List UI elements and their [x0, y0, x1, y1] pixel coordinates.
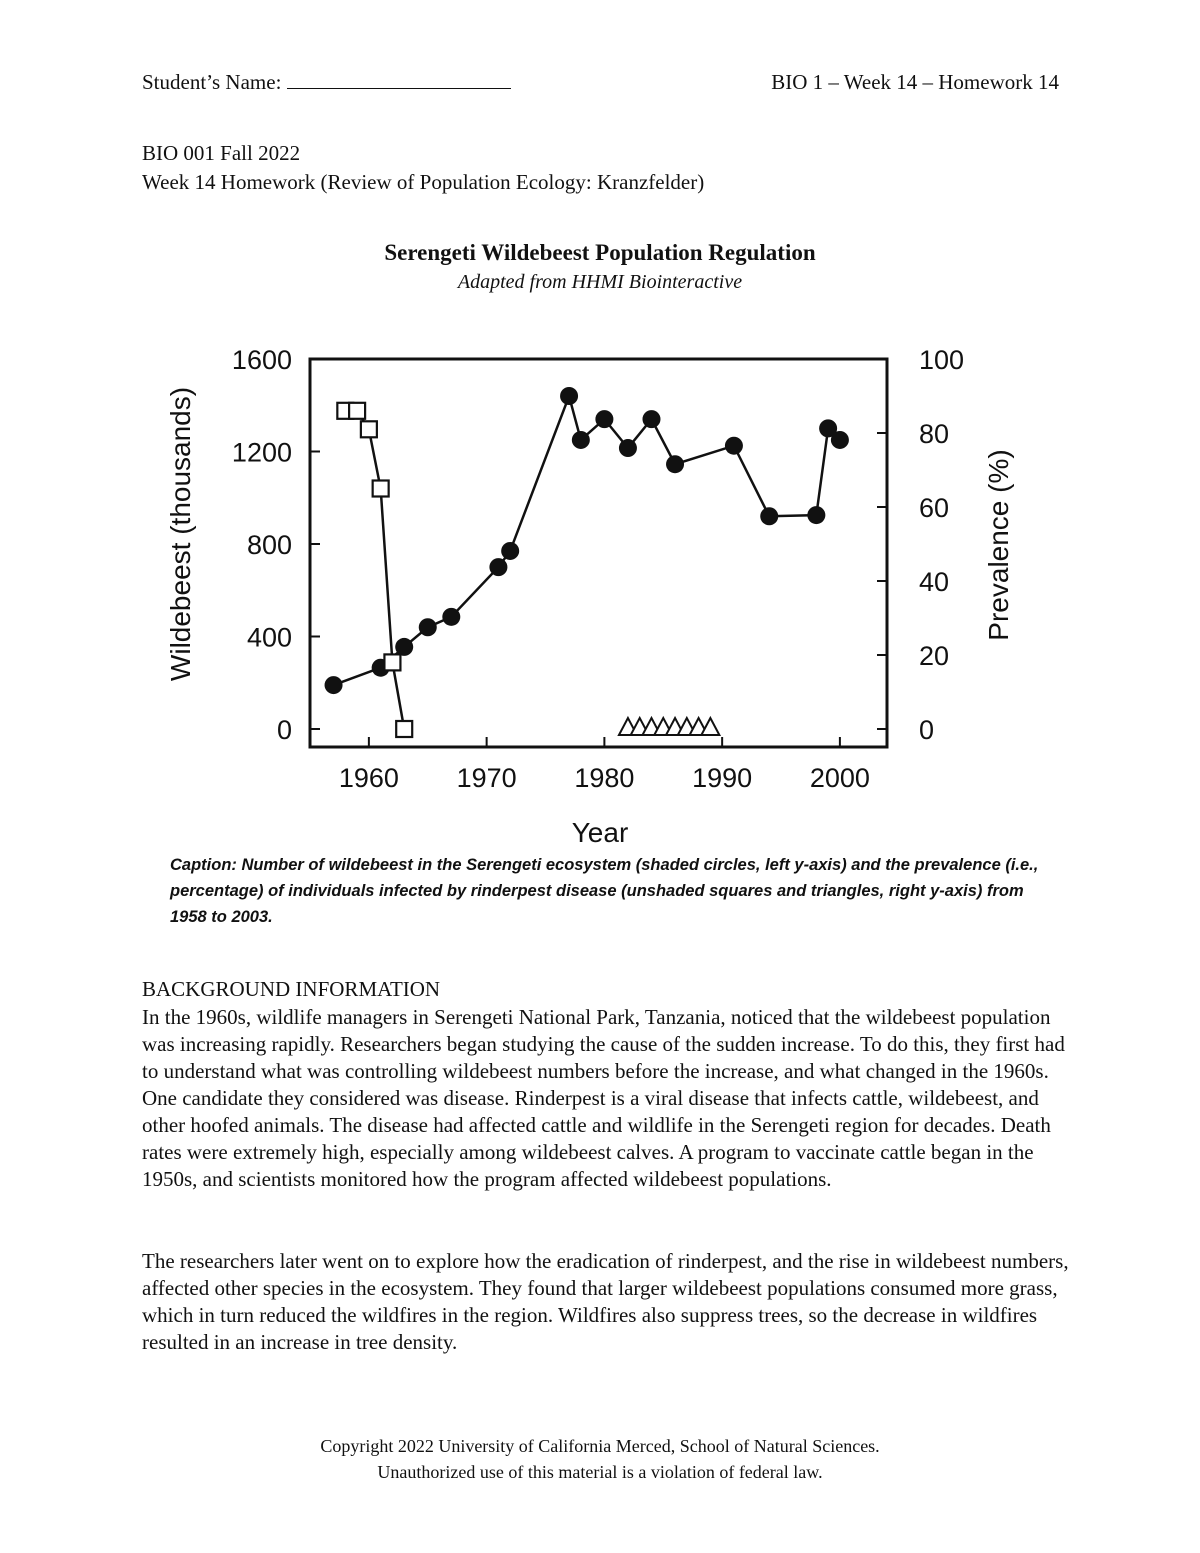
wildebeest-point: [489, 558, 507, 576]
footer: [0, 1433, 1200, 1485]
prevalence-square-point: [373, 481, 389, 497]
x-axis-label: Year: [571, 817, 629, 848]
background-paragraph-1: In the 1960s, wildlife managers in Serengeti National Park, Tanzania, noticed that the wildebeest population was increasing rapidly. Researchers began studying the cause of the sudden increase. To do this, they first had to understand what was controlling wildebeest numbers before the increase, and what changed in the 1960s. One candidate they considered was disease. Rinderpest is a viral disease that infects cattle, wildebeest, and other hoofed animals. The disease had affected cattle and wildlife in the Serengeti region for decades. Death rates were extremely high, especially among wildebeest calves. A program to vaccinate cattle began in the 1950s, and scientists monitored how the program affected wildebeest populations.: [142, 1005, 1065, 1191]
y-tick-label: 1600: [231, 345, 292, 375]
wildebeest-point: [666, 455, 684, 473]
figure-subtitle: Adapted from HHMI Biointeractive: [457, 271, 743, 293]
wildebeest-point: [725, 437, 743, 455]
y-tick-label: 0: [276, 715, 292, 745]
y2-axis-label: Prevalence (%): [983, 449, 1014, 641]
figure-title: Serengeti Wildebeest Population Regulation: [384, 240, 816, 265]
prevalence-square-point: [384, 654, 400, 670]
wildebeest-point: [395, 638, 413, 656]
wildebeest-point: [560, 387, 578, 405]
y-tick-label: 800: [246, 530, 292, 560]
course-header: BIO 1 – Week 14 – Homework 14: [771, 70, 1059, 94]
x-tick-label: 1980: [574, 763, 635, 793]
wildebeest-point: [501, 542, 519, 560]
copyright-text: Copyright 2022 University of California Merced, School of Natural Sciences.: [320, 1436, 880, 1456]
wildebeest-point: [619, 439, 637, 457]
y2-tick-label: 0: [919, 715, 935, 745]
wildebeest-point: [642, 410, 660, 428]
wildebeest-point: [419, 618, 437, 636]
wildebeest-point: [831, 431, 849, 449]
wildebeest-point: [595, 410, 613, 428]
wildebeest-point: [442, 608, 460, 626]
wildebeest-point: [325, 676, 343, 694]
x-tick-label: 1970: [456, 763, 517, 793]
prevalence-square-point: [396, 721, 412, 737]
prevalence-square-point: [349, 403, 365, 419]
wildebeest-point: [760, 507, 778, 525]
wildebeest-chart: [150, 330, 1070, 855]
student-name-label: Student’s Name:: [142, 70, 282, 94]
y-tick-label: 1200: [231, 437, 292, 468]
usage-notice: Unauthorized use of this material is a violation of federal law.: [377, 1462, 823, 1482]
y-axis-label: Wildebeest (thousands): [165, 386, 196, 682]
wildebeest-point: [807, 506, 825, 524]
x-tick-label: 2000: [809, 763, 870, 793]
figure-caption: Caption: Number of wildebeest in the Serengeti ecosystem (shaded circles, left y-axis) and the prevalence (i.e., percentage) of individuals infected by rinderpest disease (unshaded squares and triangles, right y-axis) from 1958 to 2003.: [170, 856, 1039, 926]
student-name-field: [142, 70, 511, 95]
x-tick-label: 1960: [338, 763, 399, 793]
x-tick-label: 1990: [692, 763, 753, 793]
prevalence-square-point: [361, 421, 377, 437]
wildebeest-point: [572, 431, 590, 449]
series-layer: [325, 387, 849, 737]
y2-tick-label: 40: [919, 567, 950, 597]
y2-tick-label: 60: [919, 493, 950, 523]
course-title: BIO 001 Fall 2022: [142, 141, 301, 165]
assignment-title: Week 14 Homework (Review of Population Ecology: Kranzfelder): [142, 170, 705, 194]
background-paragraph-2: The researchers later went on to explore how the eradication of rinderpest, and the rise in wildebeest numbers, affected other species in the ecosystem. They found that larger wildebeest populations consumed more grass, which in turn reduced the wildfires in the region. Wildfires also suppress trees, so the decrease in wildfires resulted in an increase in tree density.: [142, 1249, 1069, 1354]
y2-tick-label: 80: [919, 419, 950, 449]
y2-tick-label: 100: [919, 345, 965, 375]
y2-tick-label: 20: [919, 641, 950, 671]
series-line: [345, 411, 404, 729]
y-tick-label: 400: [246, 622, 292, 653]
background-heading: BACKGROUND INFORMATION: [142, 977, 441, 1001]
student-name-blank[interactable]: [287, 70, 511, 89]
